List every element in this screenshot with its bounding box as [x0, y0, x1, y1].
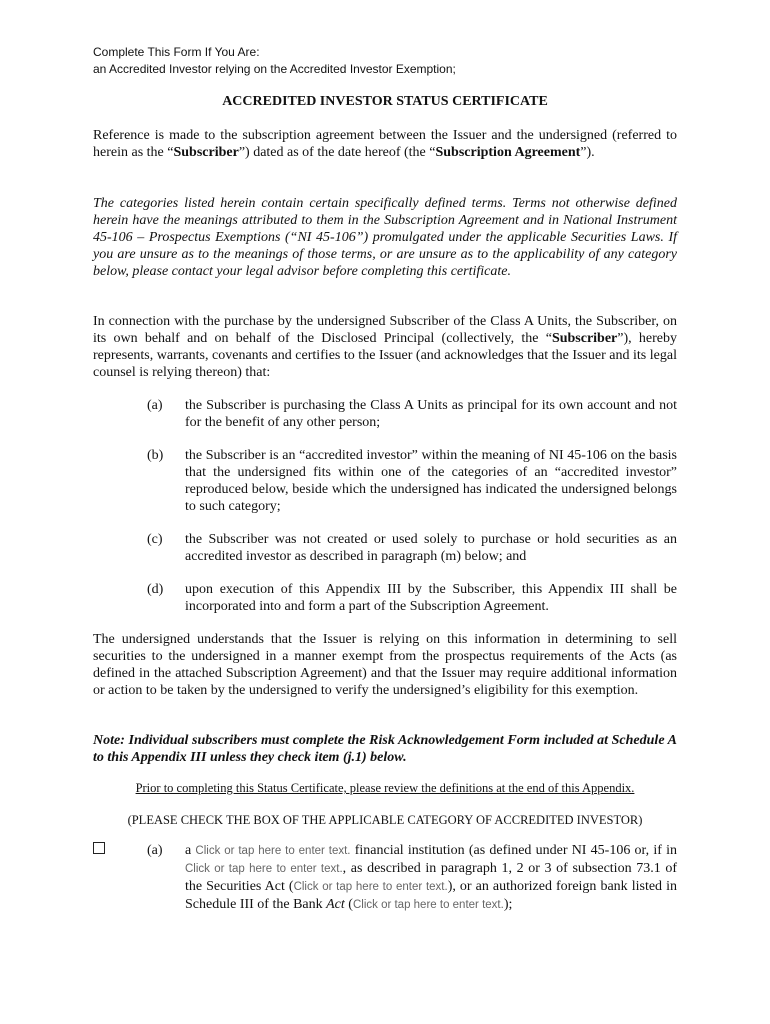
definitions-paragraph: The categories listed herein contain certain specifically defined terms. Terms not otherwise defined herein have the meanings attributed to them in the Subscription Agreement and in National Instrument 45-106 – Prospectus Exemptions (“NI 45-106”) promulgated under the applicable Securities Laws. If you are unsure as to the meanings of those terms, or are unsure as to the applicability of any category below, please contact your legal advisor before completing this certificate.	[93, 196, 677, 279]
list-item-label: (c)	[147, 532, 163, 547]
category-a-checkbox[interactable]	[93, 842, 105, 854]
category-a-text: a Click or tap here to enter text. financial institution (as defined under NI 45-106 or, if in Click or tap here to enter text., as described in paragraph 1, 2 or 3 of subsection 73.1 of the Securities Act (Click or tap here to enter text.), or an authorized foreign bank listed in Schedule III of the Bank Act (Click or tap here to enter text.);	[185, 843, 677, 912]
form-header	[93, 44, 456, 78]
list-item-text: the Subscriber is purchasing the Class A Units as principal for its own account and not for the benefit of any other person;	[185, 398, 677, 430]
category-a-label: (a)	[147, 843, 163, 858]
header-line-2: an Accredited Investor relying on the Accredited Investor Exemption;	[93, 62, 456, 76]
list-item-text: the Subscriber is an “accredited investor” within the meaning of NI 45-106 on the basis that the undersigned fits within one of the categories of an “accredited investor” reproduced below, beside which the undersigned has indicated the undersigned belongs to such category;	[185, 448, 677, 514]
review-instruction: Prior to completing this Status Certificate, please review the definitions at the end of this Appendix.	[135, 781, 635, 795]
list-item-text: upon execution of this Appendix III by the Subscriber, this Appendix III shall be incorporated into and form a part of the Subscription Agreement.	[185, 582, 677, 614]
note-paragraph: Note: Individual subscribers must complete the Risk Acknowledgement Form included at Schedule A to this Appendix III unless they check item (j.1) below.	[93, 733, 677, 765]
representation-paragraph: In connection with the purchase by the undersigned Subscriber of the Class A Units, the Subscriber, on its own behalf and on behalf of the Disclosed Principal (collectively, the “Subscriber”), hereby represents, warrants, covenants and certifies to the Issuer (and acknowledges that the Issuer and its legal counsel is relying thereon) that:	[93, 314, 677, 380]
text-entry-field[interactable]: Click or tap here to enter text.	[352, 899, 504, 911]
page-title: ACCREDITED INVESTOR STATUS CERTIFICATE	[222, 94, 548, 109]
header-line-1: Complete This Form If You Are:	[93, 45, 260, 59]
check-instruction: (PLEASE CHECK THE BOX OF THE APPLICABLE CATEGORY OF ACCREDITED INVESTOR)	[127, 813, 643, 827]
list-item-text: the Subscriber was not created or used solely to purchase or hold securities as an accredited investor as described in paragraph (m) below; and	[185, 532, 677, 564]
list-item-label: (a)	[147, 398, 163, 413]
text-entry-field[interactable]: Click or tap here to enter text.	[185, 863, 343, 875]
text-entry-field[interactable]: Click or tap here to enter text.	[195, 845, 351, 857]
text-entry-field[interactable]: Click or tap here to enter text.	[293, 881, 448, 893]
list-item-label: (b)	[147, 448, 164, 463]
understanding-paragraph: The undersigned understands that the Issuer is relying on this information in determining to sell securities to the undersigned in a manner exempt from the prospectus requirements of the Acts (as defined in the attached Subscription Agreement) and that the Issuer may require additional information or action to be taken by the undersigned to verify the undersigned’s eligibility for this exemption.	[93, 632, 677, 698]
reference-paragraph: Reference is made to the subscription agreement between the Issuer and the undersigned (referred to herein as the “Subscriber”) dated as of the date hereof (the “Subscription Agreement”).	[93, 128, 677, 160]
list-item-label: (d)	[147, 582, 164, 597]
